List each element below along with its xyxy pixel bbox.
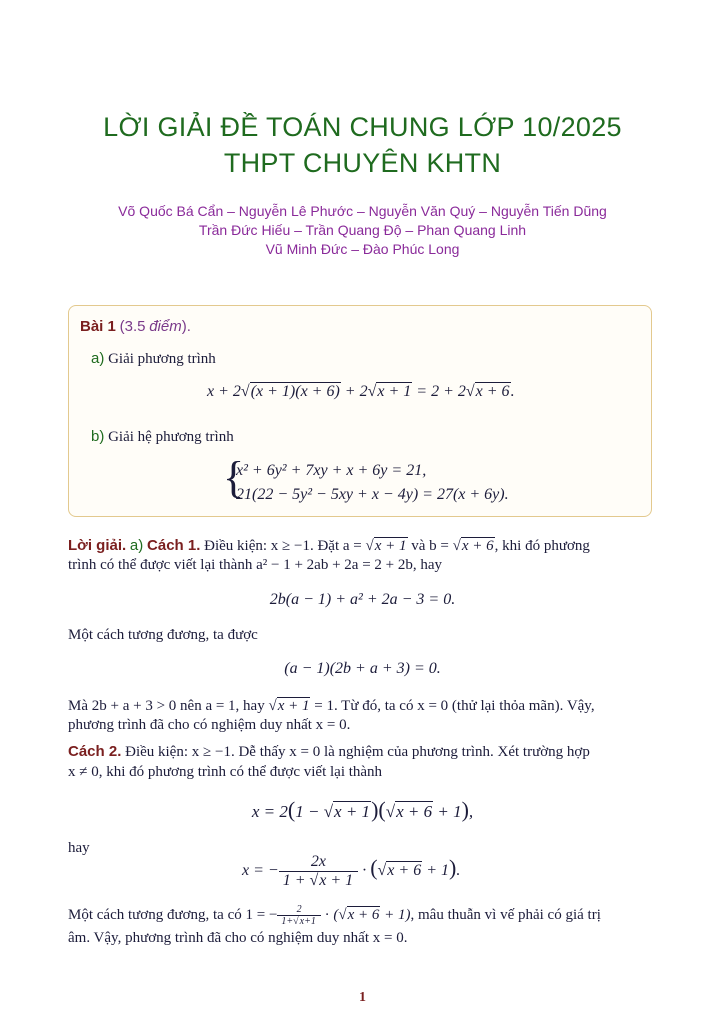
authors-line-1: Võ Quốc Bá Cẩn – Nguyễn Lê Phước – Nguyễn Văn Quý – Nguyễn Tiến Dũng xyxy=(118,203,607,219)
conclusion-2-line-1: Một cách tương đương, ta có 1 = − $\frac{2}{1+√x+1}$ · (√x + 6 + 1), mâu thuẫn vì vế phải có giá trị xyxy=(68,904,601,927)
problem-points-close: ). xyxy=(181,318,191,335)
system-equation-2: 21(22 − 5y² − 5xy + x − 4y) = 27(x + 6y). xyxy=(236,486,509,503)
conclusion-2-text-a: Một cách tương đương, ta có 1 = − xyxy=(68,906,278,923)
page-title-line-2: THPT CHUYÊN KHTN xyxy=(223,148,502,178)
conclusion-2-fraction: $\frac{2}{1+√x+1}$ xyxy=(277,904,320,927)
conclusion-1-text-b: = 1. Từ đó, ta có x = 0 (thử lại thỏa mãn). Vậy, xyxy=(310,698,595,714)
problem-box xyxy=(68,305,652,517)
page-number: 1 xyxy=(359,990,366,1005)
method-1-text-c: , khi đó phương xyxy=(494,538,590,554)
part-b-prompt xyxy=(91,427,234,447)
problem-heading xyxy=(80,318,191,336)
method-1-text-b: và b = xyxy=(407,538,453,554)
method-1-text-a: Điều kiện: x ≥ −1. Đặt a = xyxy=(204,538,366,554)
authors-line-3: Vũ Minh Đức – Đào Phúc Long xyxy=(265,241,460,257)
system-brace: { xyxy=(223,453,245,502)
method-1-line-2: trình có thể được viết lại thành a² − 1 + 2ab + 2a = 2 + 2b, hay xyxy=(68,557,443,573)
method-1-label: Cách 1. xyxy=(147,537,201,554)
part-a-equation: x + 2√(x + 1)(x + 6) + 2√x + 1 = 2 + 2√x + 6. xyxy=(207,383,515,400)
page-title-line-1: LỜI GIẢI ĐỀ TOÁN CHUNG LỚP 10/2025 xyxy=(103,112,622,142)
conclusion-2-text-b: , mâu thuẫn vì vế phải có giá trị xyxy=(410,906,601,923)
equivalent-text: Một cách tương đương, ta được xyxy=(68,627,258,643)
problem-points: (3.5 xyxy=(119,318,146,335)
equation-2: (a − 1)(2b + a + 3) = 0. xyxy=(284,660,441,677)
equation-3: x = 2(1 − √x + 1)(√x + 6 + 1), xyxy=(251,797,474,822)
method-2-text: Điều kiện: x ≥ −1. Dễ thấy x = 0 là nghiệm của phương trình. Xét trường hợp xyxy=(125,744,590,760)
part-a-prompt xyxy=(91,349,216,369)
equation-4: x = − $\frac{2x}{1 + √x + 1}$ · (√x + 6 + 1). xyxy=(242,853,461,889)
part-a-label: a) xyxy=(91,350,105,367)
method-2-label: Cách 2. xyxy=(68,743,122,760)
conclusion-1-text-a: Mà 2b + a + 3 > 0 nên a = 1, hay xyxy=(68,698,269,714)
conclusion-1-line-2: phương trình đã cho có nghiệm duy nhất x = 0. xyxy=(68,717,351,733)
authors-line-2: Trần Đức Hiếu – Trần Quang Độ – Phan Quang Linh xyxy=(198,222,527,238)
solution-part-a: a) xyxy=(129,537,144,554)
part-a-text: Giải phương trình xyxy=(108,351,216,367)
conclusion-1-line-1: Mà 2b + a + 3 > 0 nên a = 1, hay √x + 1 = 1. Từ đó, ta có x = 0 (thử lại thỏa mãn). Vậy, xyxy=(68,698,595,714)
part-b-text: Giải hệ phương trình xyxy=(108,429,234,445)
equation-4-fraction: $\frac{2x}{1 + √x + 1}$ xyxy=(279,853,358,890)
system-equation-1: x² + 6y² + 7xy + x + 6y = 21, xyxy=(236,462,427,479)
method-2-line-2: x ≠ 0, khi đó phương trình có thể được viết lại thành xyxy=(68,764,383,780)
method-2-line-1 xyxy=(68,742,590,762)
conclusion-2-line-2: âm. Vậy, phương trình đã cho có nghiệm duy nhất x = 0. xyxy=(68,930,408,946)
equation-1: 2b(a − 1) + a² + 2a − 3 = 0. xyxy=(269,591,456,608)
hay-text: hay xyxy=(68,840,90,856)
problem-points-unit: điểm xyxy=(149,318,182,335)
part-b-label: b) xyxy=(91,428,105,445)
solution-label: Lời giải. xyxy=(68,537,127,554)
problem-label: Bài 1 xyxy=(80,318,116,335)
solution-line-1: Lời giải. a) Cách 1. Điều kiện: x ≥ −1. Đặt a = √x + 1 và b = √x + 6, khi đó phương xyxy=(68,537,590,554)
